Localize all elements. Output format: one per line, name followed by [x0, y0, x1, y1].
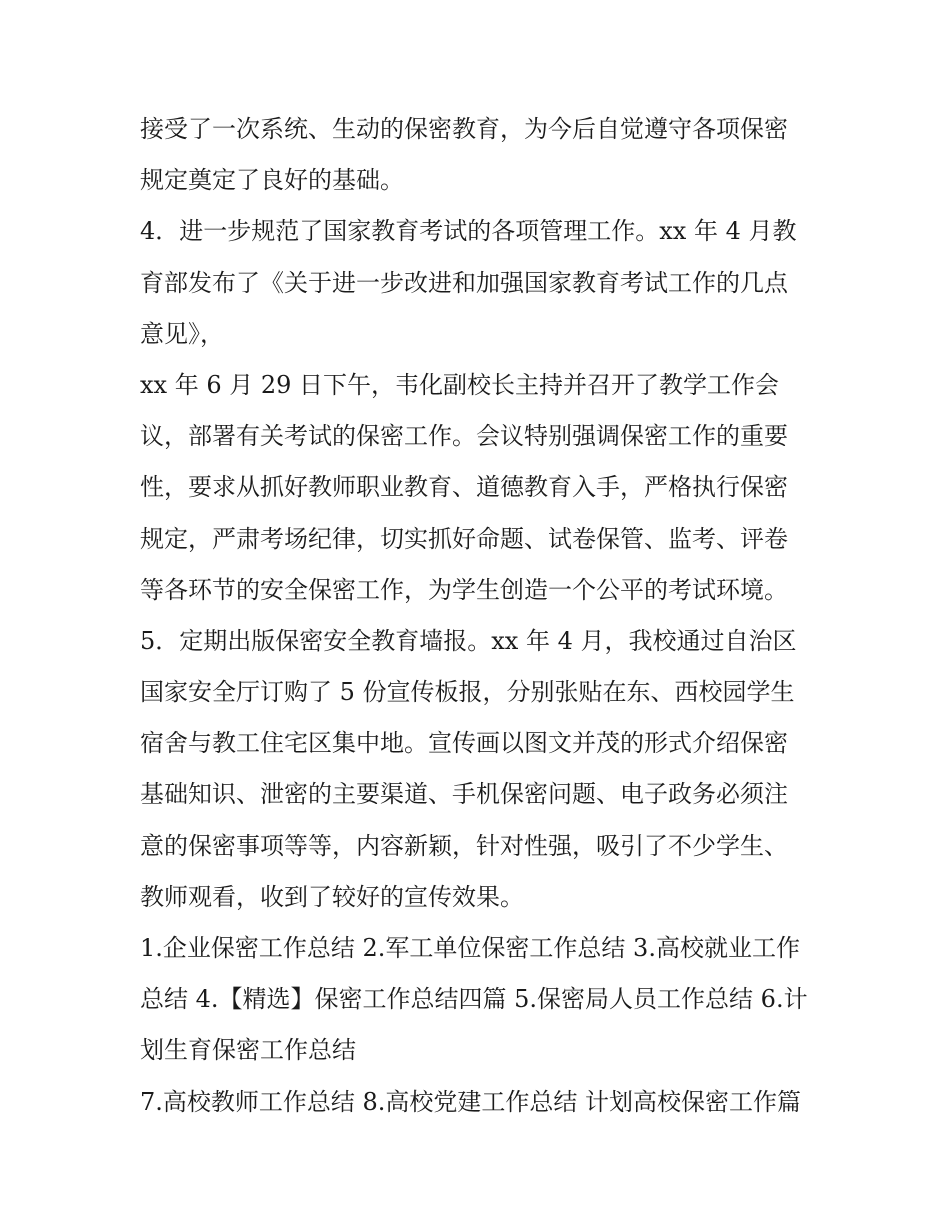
text-line: 等各环节的安全保密工作，为学生创造一个公平的考试环境。: [140, 575, 788, 604]
text-line: 育部发布了《关于进一步改进和加强国家教育考试工作的几点: [140, 268, 788, 297]
text-line: 划生育保密工作总结: [140, 1036, 356, 1065]
text-line: 议，部署有关考试的保密工作。会议特别强调保密工作的重要: [140, 422, 788, 451]
text-line: 接受了一次系统、生动的保密教育，为今后自觉遵守各项保密: [140, 115, 788, 143]
text-line: xx 年 6 月 29 日下午，韦化副校长主持并召开了教学工作会: [140, 370, 780, 399]
text-line: 4．进一步规范了国家教育考试的各项管理工作。xx 年 4 月教: [140, 217, 797, 246]
text-line: 教师观看，收到了较好的宣传效果。: [140, 882, 524, 911]
text-line: 5．定期出版保密安全教育墙报。xx 年 4 月，我校通过自治区: [140, 626, 797, 655]
text-line: 总结 4.【精选】保密工作总结四篇 5.保密局人员工作总结 6.计: [140, 985, 808, 1014]
text-line: 1.企业保密工作总结 2.军工单位保密工作总结 3.高校就业工作: [140, 934, 800, 962]
text-line: 7.高校教师工作总结 8.高校党建工作总结 计划高校保密工作篇: [140, 1087, 802, 1116]
text-line: 宿舍与教工住宅区集中地。宣传画以图文并茂的形式介绍保密: [140, 729, 788, 758]
text-line: 规定，严肃考场纪律，切实抓好命题、试卷保管、监考、评卷: [140, 524, 788, 553]
text-line: 意见》，: [140, 319, 224, 348]
text-line: 基础知识、泄密的主要渠道、手机保密问题、电子政务必须注: [140, 780, 788, 809]
text-line: 国家安全厅订购了 5 份宣传板报，分别张贴在东、西校园学生: [140, 678, 795, 707]
document-body: [140, 104, 816, 1128]
text-line: 意的保密事项等等，内容新颖，针对性强，吸引了不少学生、: [140, 831, 788, 860]
text-line: 规定奠定了良好的基础。: [140, 166, 404, 195]
text-line: 性，要求从抓好教师职业教育、道德教育入手，严格执行保密: [140, 473, 788, 502]
